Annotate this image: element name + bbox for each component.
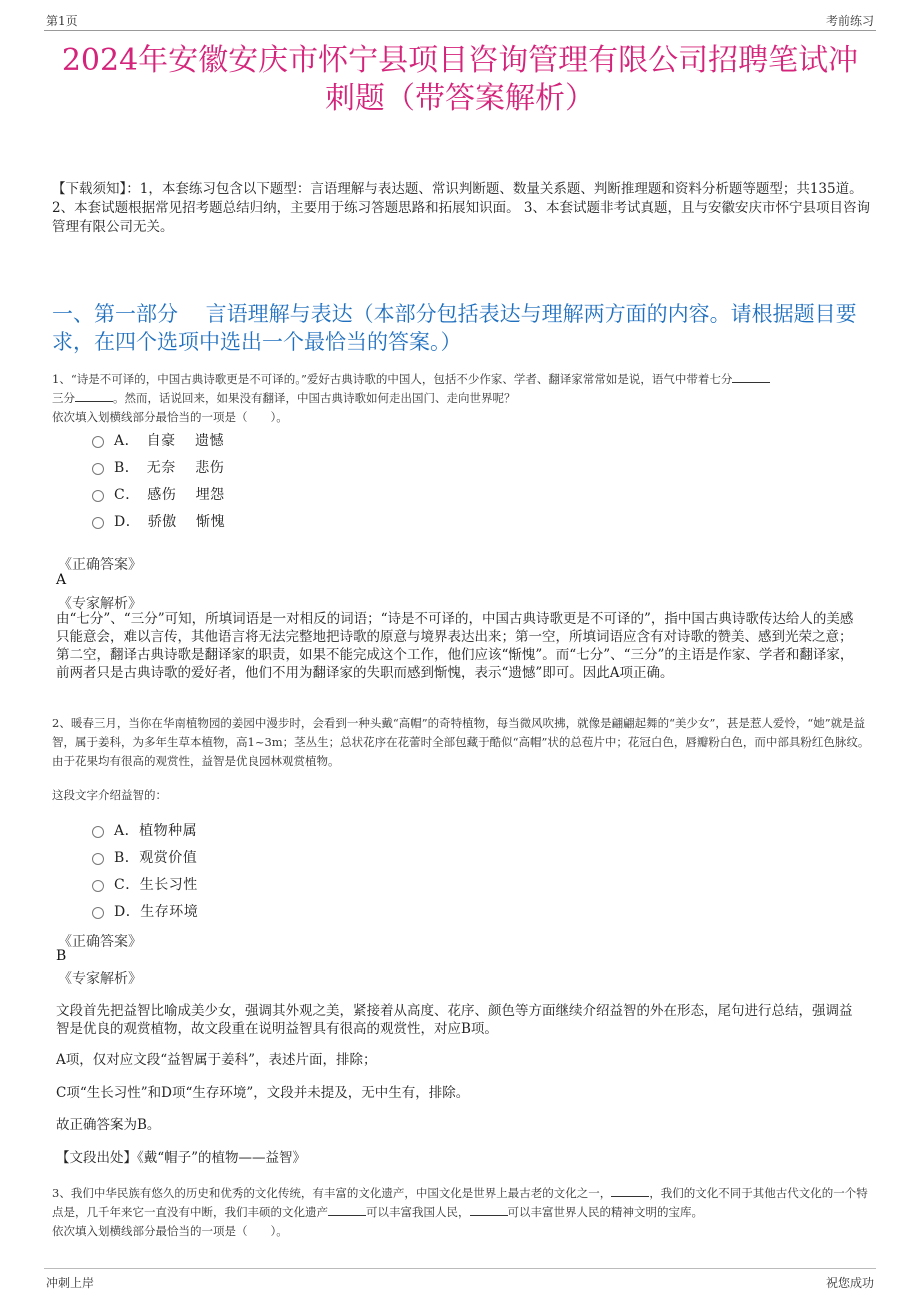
question-1-stem	[52, 370, 870, 427]
page-title: 2024年安徽安庆市怀宁县项目咨询管理有限公司招聘笔试冲刺题（带答案解析）	[61, 43, 859, 116]
correct-answer-label: 《正确答案》	[58, 934, 142, 950]
q1-stem-b: 三分	[52, 391, 75, 405]
expert-analysis-label: 《专家解析》	[58, 971, 142, 987]
blank	[328, 1205, 366, 1216]
expert-analysis-label: 《专家解析》	[58, 596, 142, 612]
option-d[interactable]: D．生存环境	[92, 897, 198, 924]
question-1-options	[92, 426, 225, 534]
option-b[interactable]: B． 无奈 悲伤	[92, 453, 225, 480]
download-notice: 【下载须知】：1，本套练习包含以下题型：言语理解与表达题、常识判断题、数量关系题、判断推理题和资料分析题等题型；共135道。 2、本套试题根据常见招考题总结归纳，主要用于练习答题思路和拓展知识面。 3、本套试题非考试真题，且与安徽安庆市怀宁县项目咨询管理有限公司无关。	[52, 181, 870, 235]
radio-icon[interactable]	[92, 490, 104, 502]
footer-divider	[44, 1268, 876, 1269]
q3-stem-a: 3、我们中华民族有悠久的历史和优秀的文化传统，有丰富的文化遗产，中国文化是世界上最古老的文化之一，	[52, 1186, 612, 1200]
footer-right: 祝您成功	[825, 1276, 874, 1290]
option-c[interactable]: C．生长习性	[92, 870, 198, 897]
option-c[interactable]: C． 感伤 埋怨	[92, 480, 225, 507]
q1-stem-a: 1、“诗是不可译的，中国古典诗歌更是不可译的。”爱好古典诗歌的中国人，包括不少作家、学者、翻译家常常如是说，语气中带着七分	[52, 372, 733, 386]
radio-icon[interactable]	[92, 517, 104, 529]
header-label: 考前练习	[825, 14, 874, 28]
radio-icon[interactable]	[92, 436, 104, 448]
expert-analysis-para-1: 文段首先把益智比喻成美少女，强调其外观之美，紧接着从高度、花序、颜色等方面继续介绍益智的外在形态，尾句进行总结，强调益智是优良的观赏植物，故文段重在说明益智具有很高的观赏性，对应B项。	[56, 1003, 853, 1037]
radio-icon[interactable]	[92, 826, 104, 838]
q3-stem-c: 可以丰富我国人民，	[366, 1205, 470, 1219]
question-3-stem	[52, 1184, 870, 1241]
blank	[75, 391, 113, 402]
correct-answer: B	[56, 948, 67, 964]
q1-prompt: 依次填入划横线部分最恰当的一项是（ ）。	[52, 410, 288, 424]
radio-icon[interactable]	[92, 907, 104, 919]
blank	[732, 372, 770, 383]
question-2-options	[92, 816, 198, 924]
radio-icon[interactable]	[92, 880, 104, 892]
q3-stem-d: 可以丰富世界人民的精神文明的宝库。	[507, 1205, 703, 1219]
q3-prompt: 依次填入划横线部分最恰当的一项是（ ）。	[52, 1224, 288, 1238]
radio-icon[interactable]	[92, 853, 104, 865]
q1-stem-c: 。然而，话说回来，如果没有翻译，中国古典诗歌如何走出国门、走向世界呢？	[113, 391, 516, 405]
expert-analysis: 由“七分”、“三分”可知，所填词语是一对相反的词语；“诗是不可译的，中国古典诗歌更是不可译的”，指中国古典诗歌传达给人的美感只能意会，难以言传，其他语言将无法完整地把诗歌的原意与境界表达出来；第一空，所填词语应含有对诗歌的赞美、感到光荣之意；第二空，翻译古典诗歌是翻译家的职责，如果不能完成这个工作，他们应该“惭愧”。而“七分”、“三分”的主语是作家、学者和翻译家，前两者只是古典诗歌的爱好者，他们不用为翻译家的失职而感到惭愧，表示“遗憾”即可。因此A项正确。	[56, 611, 854, 681]
blank	[470, 1205, 508, 1216]
correct-answer: A	[56, 572, 67, 588]
question-2-stem: 2、暖春三月，当你在华南植物园的姜园中漫步时，会看到一种头戴“高帽”的奇特植物，每当微风吹拂，就像是翩翩起舞的“美少女”，甚是惹人爱怜，“她”就是益智，属于姜科，为多年生草本植物，高1~3m；茎丛生；总状花序在花蕾时全部包藏于酷似“高帽”状的总苞片中；花冠白色，唇瓣粉白色，而中部具粉红色脉纹。由于花果均有很高的观赏性，益智是优良园林观赏植物。	[52, 716, 870, 768]
expert-analysis-para-3: C项“生长习性”和D项“生存环境”，文段并未提及，无中生有，排除。	[56, 1085, 470, 1101]
option-a[interactable]: A．植物种属	[92, 816, 198, 843]
radio-icon[interactable]	[92, 463, 104, 475]
option-a[interactable]: A． 自豪 遗憾	[92, 426, 225, 453]
q3-stem-b: ，我们的文化不同于其他古代文化的一个特点是，几千年来它一直没有中断，我们丰硕的文化遗产	[52, 1186, 868, 1219]
option-d[interactable]: D． 骄傲 惭愧	[92, 507, 225, 534]
q2-prompt: 这段文字介绍益智的：	[52, 788, 167, 802]
header-divider	[44, 30, 876, 31]
page-number: 第1页	[46, 14, 78, 28]
expert-analysis-para-4: 故正确答案为B。	[56, 1117, 161, 1133]
blank	[611, 1186, 649, 1197]
text-source: 【文段出处】《戴“帽子”的植物——益智》	[56, 1150, 307, 1166]
option-b[interactable]: B．观赏价值	[92, 843, 198, 870]
correct-answer-label: 《正确答案》	[58, 557, 142, 573]
expert-analysis-para-2: A项，仅对应文段“益智属于姜科”，表述片面，排除；	[56, 1052, 377, 1068]
section-heading: 一、第一部分 言语理解与表达（本部分包括表达与理解两方面的内容。请根据题目要求，在四个选项中选出一个最恰当的答案。）	[52, 302, 857, 354]
footer-left: 冲刺上岸	[46, 1276, 95, 1290]
